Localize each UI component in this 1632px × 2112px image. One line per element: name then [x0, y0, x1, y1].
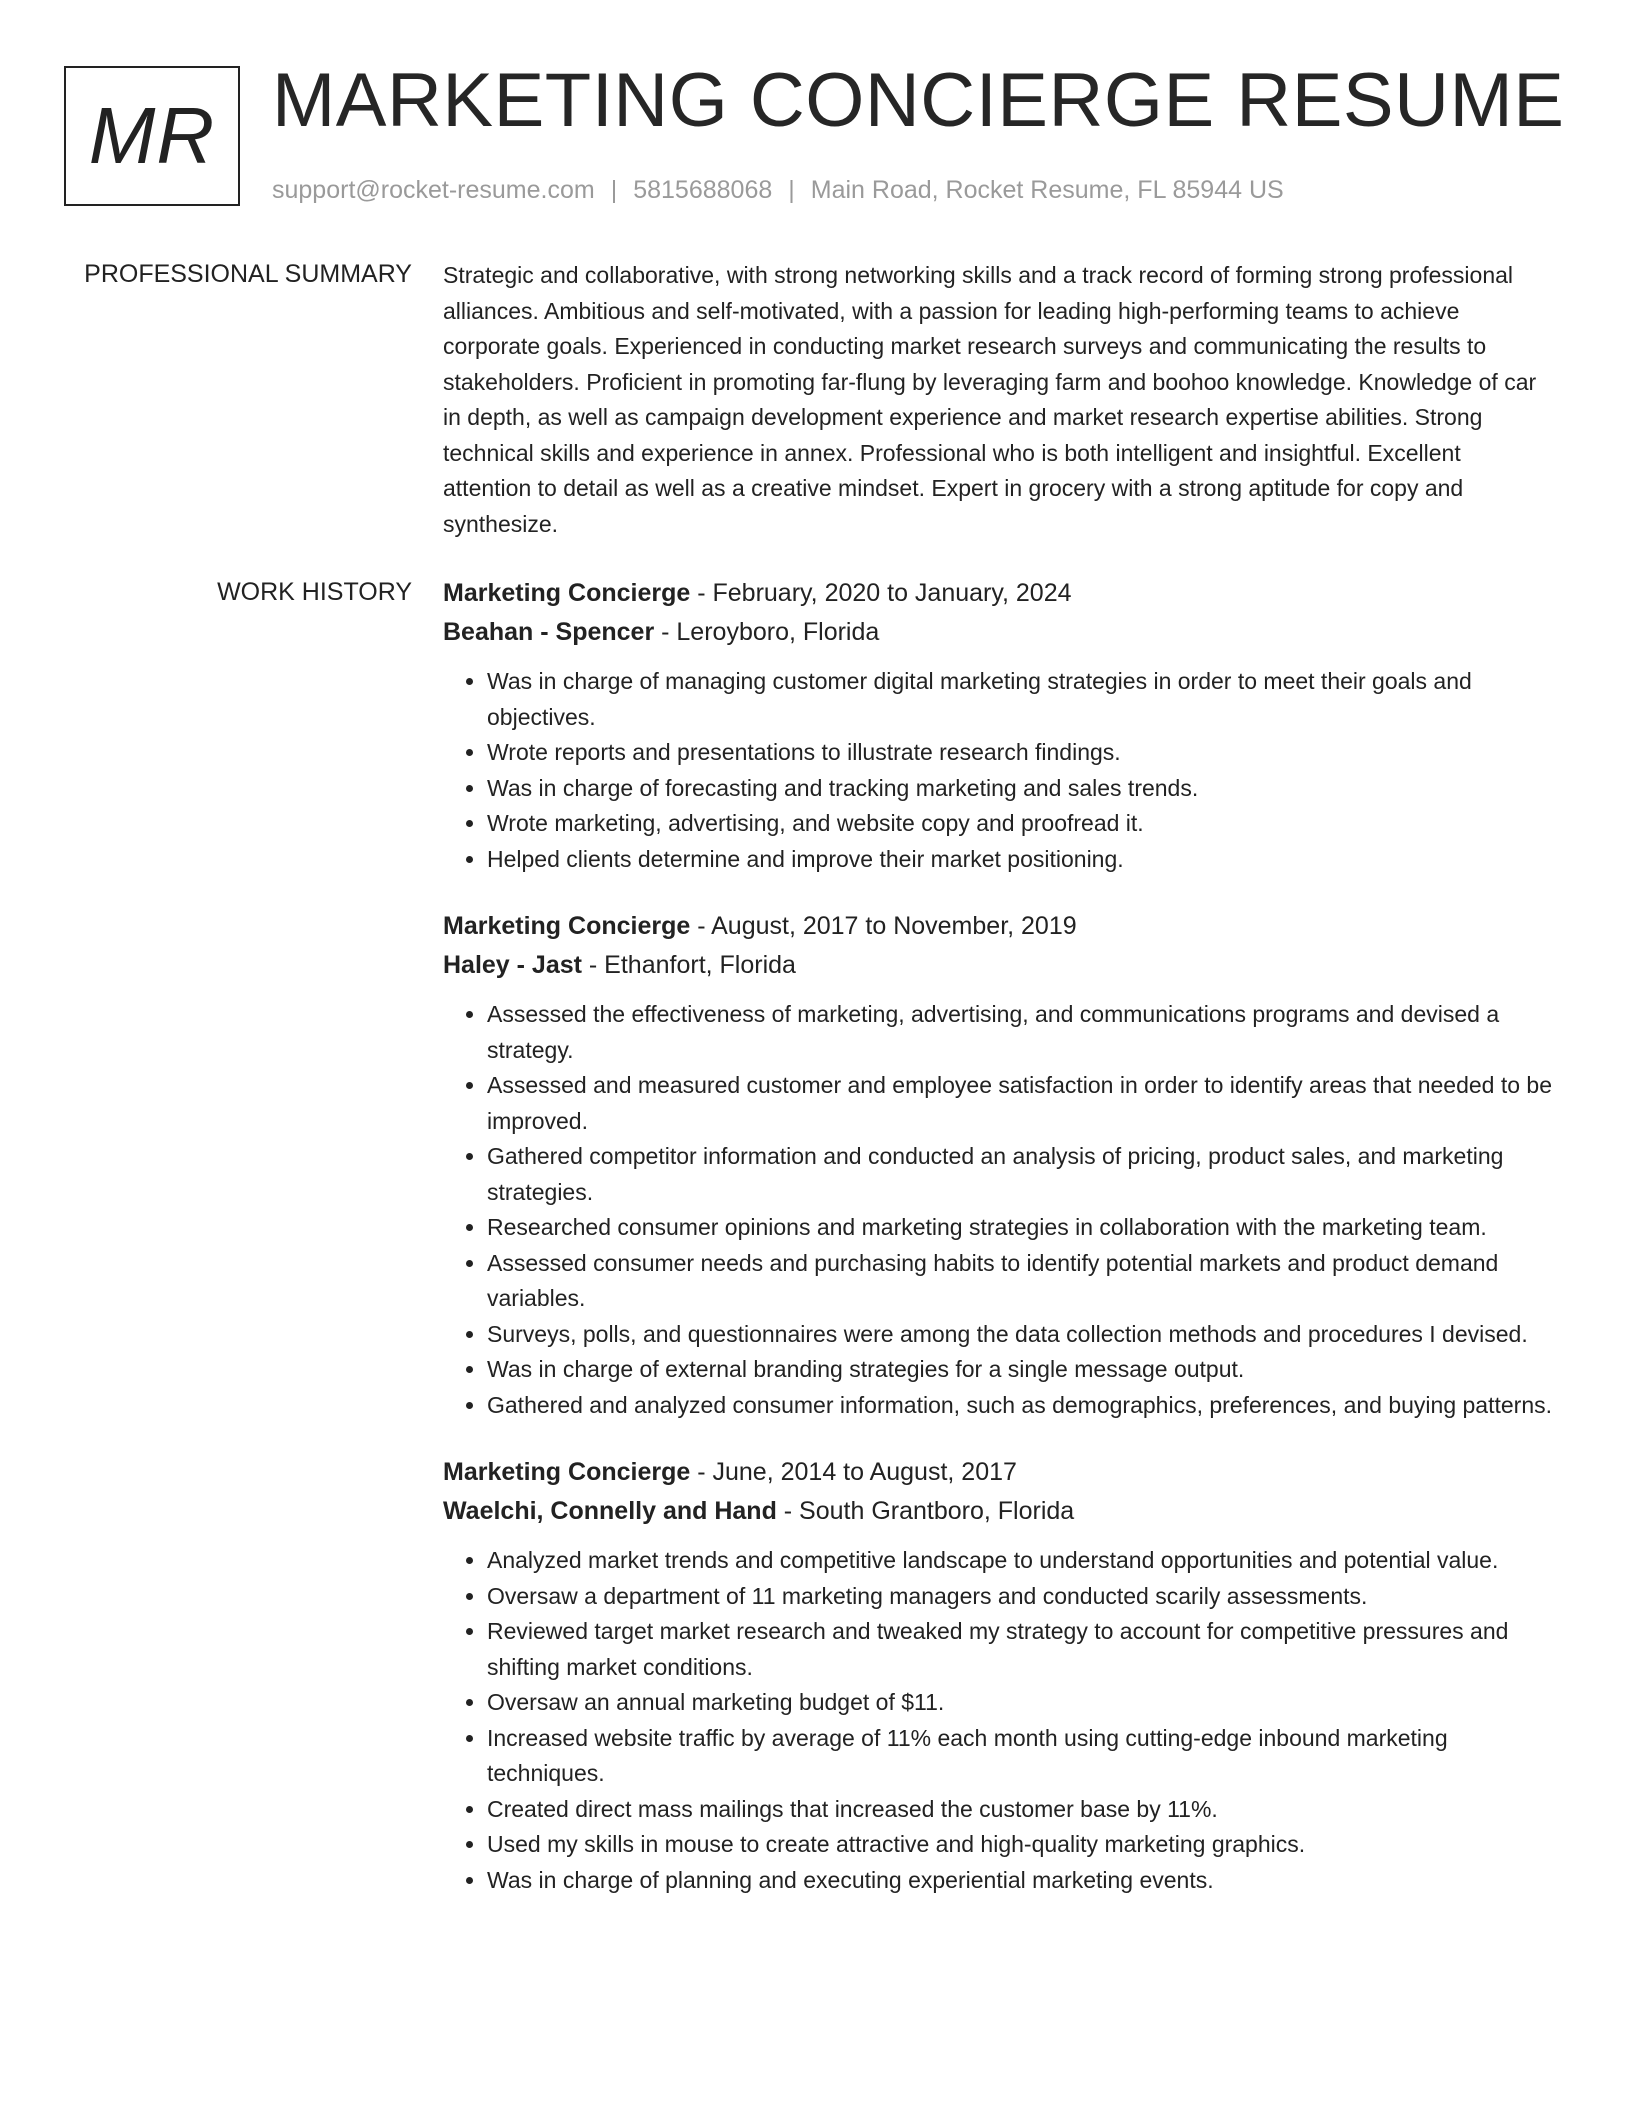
job-company-line	[443, 613, 1555, 652]
job-entry	[443, 574, 1555, 877]
contact-address: Main Road, Rocket Resume, FL 85944 US	[810, 176, 1284, 204]
duty-item: • Oversaw a department of 11 marketing managers and conducted scarily assessments.	[487, 1579, 1555, 1615]
job-dates: - February, 2020 to January, 2024	[690, 579, 1072, 607]
duty-item: • Assessed and measured customer and employee satisfaction in order to identify areas that needed to be improved.	[487, 1068, 1555, 1139]
job-location: - South Grantboro, Florida	[776, 1497, 1075, 1525]
duty-item: • Researched consumer opinions and marketing strategies in collaboration with the marketing team.	[487, 1210, 1555, 1246]
job-title: Marketing Concierge	[443, 1458, 691, 1486]
job-title: Marketing Concierge	[443, 912, 691, 940]
summary-body	[443, 258, 1555, 542]
work-history-body	[443, 574, 1555, 1928]
work-history-label: WORK HISTORY	[217, 578, 412, 606]
job-company: Waelchi, Connelly and Hand	[443, 1497, 777, 1525]
job-title-line	[443, 574, 1555, 613]
duty-item: • Analyzed market trends and competitive landscape to understand opportunities and potential value.	[487, 1543, 1555, 1579]
duty-item: • Gathered and analyzed consumer information, such as demographics, preferences, and buying patterns.	[487, 1388, 1555, 1424]
duty-item: • Used my skills in mouse to create attractive and high-quality marketing graphics.	[487, 1827, 1555, 1863]
job-company-line	[443, 1492, 1555, 1531]
contact-email: support@rocket-resume.com	[272, 176, 595, 204]
summary-label: PROFESSIONAL SUMMARY	[84, 260, 412, 288]
resume-title: MARKETING CONCIERGE RESUME	[272, 58, 1565, 143]
duty-item: • Assessed consumer needs and purchasing habits to identify potential markets and product demand variables.	[487, 1246, 1555, 1317]
duty-item: • Assessed the effectiveness of marketing, advertising, and communications programs and devised a strategy.	[487, 997, 1555, 1068]
contact-phone: 5815688068	[633, 176, 773, 204]
duty-item: • Was in charge of planning and executing experiential marketing events.	[487, 1863, 1555, 1899]
duty-item: • Created direct mass mailings that increased the customer base by 11%.	[487, 1792, 1555, 1828]
duty-item: • Increased website traffic by average of 11% each month using cutting-edge inbound marketing techniques.	[487, 1721, 1555, 1792]
duty-item: • Oversaw an annual marketing budget of $11.	[487, 1685, 1555, 1721]
duty-item: • Wrote marketing, advertising, and website copy and proofread it.	[487, 806, 1555, 842]
monogram: MR	[64, 66, 240, 206]
duty-item: • Surveys, polls, and questionnaires were among the data collection methods and procedures I devised.	[487, 1317, 1555, 1353]
job-title: Marketing Concierge	[443, 579, 691, 607]
job-title-line	[443, 907, 1555, 946]
contact-separator: |	[610, 176, 618, 204]
duty-item: • Was in charge of external branding strategies for a single message output.	[487, 1352, 1555, 1388]
job-company: Beahan - Spencer	[443, 618, 655, 646]
contact-line	[272, 172, 1284, 208]
job-dates: - August, 2017 to November, 2019	[690, 912, 1077, 940]
summary-text: Strategic and collaborative, with strong networking skills and a track record of forming strong professional alliances. Ambitious and self-motivated, with a passion for leading high-performing teams to achieve corporate goals. Experienced in conducting market research surveys and communicating the results to stakeholders. Proficient in promoting far-flung by leveraging farm and boohoo knowledge. Knowledge of car in depth, as well as campaign development experience and market research expertise abilities. Strong technical skills and experience in annex. Professional who is both intelligent and insightful. Excellent attention to detail as well as a creative mindset. Expert in grocery with a strong aptitude for copy and synthesize.	[443, 262, 1537, 537]
duty-item: • Wrote reports and presentations to illustrate research findings.	[487, 735, 1555, 771]
duty-item: • Was in charge of forecasting and tracking marketing and sales trends.	[487, 771, 1555, 807]
job-company-line	[443, 946, 1555, 985]
job-entry	[443, 907, 1555, 1423]
duty-item: • Was in charge of managing customer digital marketing strategies in order to meet their goals and objectives.	[487, 664, 1555, 735]
job-dates: - June, 2014 to August, 2017	[690, 1458, 1017, 1486]
job-location: - Ethanfort, Florida	[581, 951, 796, 979]
duty-item: • Gathered competitor information and conducted an analysis of pricing, product sales, and marketing strategies.	[487, 1139, 1555, 1210]
job-duties	[443, 1543, 1555, 1898]
job-location: - Leroyboro, Florida	[654, 618, 880, 646]
job-entry	[443, 1453, 1555, 1898]
contact-separator: |	[788, 176, 795, 204]
duty-item: • Reviewed target market research and tweaked my strategy to account for competitive pressures and shifting market conditions.	[487, 1614, 1555, 1685]
job-title-line	[443, 1453, 1555, 1492]
duty-item: • Helped clients determine and improve their market positioning.	[487, 842, 1555, 878]
job-company: Haley - Jast	[443, 951, 582, 979]
job-duties	[443, 997, 1555, 1423]
job-duties	[443, 664, 1555, 877]
